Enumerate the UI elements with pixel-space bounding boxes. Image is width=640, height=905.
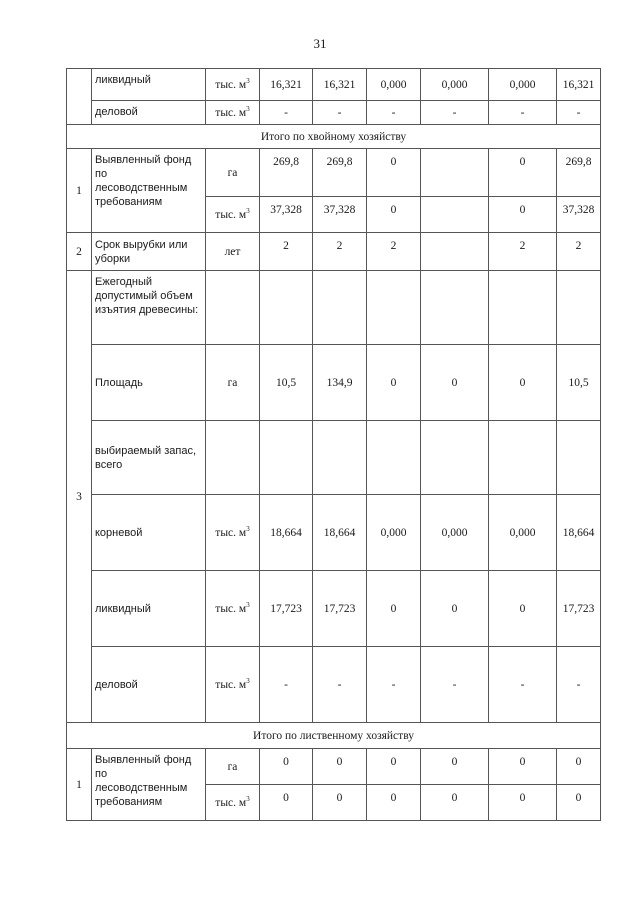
section-title: Итого по хвойному хозяйству bbox=[67, 125, 601, 149]
value-cell: - bbox=[421, 101, 489, 125]
indicator-name: деловой bbox=[92, 647, 206, 723]
indicator-name: выбираемый запас, всего bbox=[92, 421, 206, 495]
section-title: Итого по лиственному хозяйству bbox=[67, 723, 601, 749]
unit-text: тыс. м bbox=[215, 678, 247, 691]
table-row bbox=[67, 495, 601, 571]
value-cell: 0 bbox=[489, 571, 557, 647]
value-cell bbox=[367, 271, 421, 345]
value-cell: 37,328 bbox=[313, 197, 367, 233]
value-cell: 0 bbox=[421, 749, 489, 785]
table-row bbox=[67, 101, 601, 125]
unit-text: тыс. м bbox=[215, 106, 247, 119]
value-cell: 0 bbox=[367, 785, 421, 821]
item-number: 3 bbox=[67, 271, 92, 723]
value-cell: - bbox=[313, 101, 367, 125]
unit-cell bbox=[206, 495, 260, 571]
indicator-name: Срок вырубки или уборки bbox=[92, 233, 206, 271]
unit-text: га bbox=[227, 760, 238, 773]
indicator-name: Площадь bbox=[92, 345, 206, 421]
value-cell bbox=[557, 421, 601, 495]
value-cell: 2 bbox=[313, 233, 367, 271]
value-cell: 37,328 bbox=[260, 197, 313, 233]
unit-cell bbox=[206, 785, 260, 821]
value-cell bbox=[489, 421, 557, 495]
item-number: 2 bbox=[67, 233, 92, 271]
value-cell: 269,8 bbox=[260, 149, 313, 197]
value-cell: 0 bbox=[489, 149, 557, 197]
value-cell: 0 bbox=[421, 345, 489, 421]
unit-cell bbox=[206, 101, 260, 125]
unit-superscript: 3 bbox=[246, 794, 250, 803]
unit-cell bbox=[206, 271, 260, 345]
value-cell bbox=[421, 421, 489, 495]
value-cell: 0 bbox=[260, 785, 313, 821]
value-cell: 0 bbox=[557, 785, 601, 821]
table-row bbox=[67, 421, 601, 495]
value-cell: 0 bbox=[367, 749, 421, 785]
value-cell bbox=[421, 197, 489, 233]
value-cell: 18,664 bbox=[557, 495, 601, 571]
value-cell: 0 bbox=[313, 785, 367, 821]
value-cell: - bbox=[313, 647, 367, 723]
item-number: 1 bbox=[67, 149, 92, 233]
value-cell bbox=[313, 421, 367, 495]
table-row bbox=[67, 345, 601, 421]
value-cell: 0,000 bbox=[367, 495, 421, 571]
unit-superscript: 3 bbox=[246, 600, 250, 609]
value-cell: 17,723 bbox=[260, 571, 313, 647]
value-cell bbox=[421, 233, 489, 271]
value-cell: 37,328 bbox=[557, 197, 601, 233]
value-cell: 0,000 bbox=[489, 495, 557, 571]
value-cell: 10,5 bbox=[260, 345, 313, 421]
value-cell: - bbox=[421, 647, 489, 723]
value-cell bbox=[260, 421, 313, 495]
value-cell: 269,8 bbox=[557, 149, 601, 197]
unit-text: тыс. м bbox=[215, 208, 247, 221]
unit-cell bbox=[206, 749, 260, 785]
value-cell: 0 bbox=[421, 785, 489, 821]
value-cell: 10,5 bbox=[557, 345, 601, 421]
indicator-name: корневой bbox=[92, 495, 206, 571]
value-cell bbox=[557, 271, 601, 345]
unit-superscript: 3 bbox=[246, 104, 250, 113]
value-cell bbox=[313, 271, 367, 345]
table-row bbox=[67, 271, 601, 345]
value-cell bbox=[260, 271, 313, 345]
unit-text: га bbox=[227, 376, 238, 389]
value-cell: 0 bbox=[557, 749, 601, 785]
indicator-name: ликвидный bbox=[92, 69, 206, 101]
indicator-name: деловой bbox=[92, 101, 206, 125]
page-number: 31 bbox=[313, 36, 327, 51]
unit-superscript: 3 bbox=[246, 524, 250, 533]
value-cell: - bbox=[557, 647, 601, 723]
value-cell: 16,321 bbox=[557, 69, 601, 101]
value-cell: - bbox=[260, 101, 313, 125]
value-cell: 0,000 bbox=[421, 495, 489, 571]
unit-cell bbox=[206, 197, 260, 233]
section-row bbox=[67, 723, 601, 749]
table-row bbox=[67, 233, 601, 271]
value-cell: 16,321 bbox=[313, 69, 367, 101]
value-cell: - bbox=[489, 647, 557, 723]
indicator-name: ликвидный bbox=[92, 571, 206, 647]
unit-cell bbox=[206, 421, 260, 495]
unit-text: тыс. м bbox=[215, 796, 247, 809]
value-cell: - bbox=[557, 101, 601, 125]
value-cell: 0 bbox=[489, 785, 557, 821]
unit-superscript: 3 bbox=[246, 676, 250, 685]
indicator-name: Выявленный фонд по лесоводственным требованиям bbox=[92, 149, 206, 233]
value-cell: 0 bbox=[367, 571, 421, 647]
value-cell: - bbox=[260, 647, 313, 723]
value-cell: - bbox=[367, 101, 421, 125]
value-cell: 0,000 bbox=[367, 69, 421, 101]
unit-cell bbox=[206, 149, 260, 197]
value-cell: 0 bbox=[489, 749, 557, 785]
value-cell: 0 bbox=[489, 345, 557, 421]
value-cell: 0 bbox=[313, 749, 367, 785]
value-cell: 0 bbox=[367, 345, 421, 421]
value-cell: - bbox=[489, 101, 557, 125]
unit-cell bbox=[206, 233, 260, 271]
value-cell: 2 bbox=[489, 233, 557, 271]
value-cell: 0 bbox=[421, 571, 489, 647]
value-cell: 16,321 bbox=[260, 69, 313, 101]
value-cell: 134,9 bbox=[313, 345, 367, 421]
table-row bbox=[67, 647, 601, 723]
unit-cell bbox=[206, 647, 260, 723]
table-row bbox=[67, 571, 601, 647]
indicator-name: Ежегодный допустимый объем изъятия древесины: bbox=[92, 271, 206, 345]
value-cell: 17,723 bbox=[557, 571, 601, 647]
table-row bbox=[67, 749, 601, 785]
item-number: 1 bbox=[67, 749, 92, 821]
value-cell: 18,664 bbox=[313, 495, 367, 571]
table-row bbox=[67, 69, 601, 101]
forest-use-table bbox=[66, 68, 601, 821]
unit-text: тыс. м bbox=[215, 526, 247, 539]
value-cell: 0,000 bbox=[489, 69, 557, 101]
value-cell: - bbox=[367, 647, 421, 723]
unit-cell bbox=[206, 69, 260, 101]
unit-superscript: 3 bbox=[246, 206, 250, 215]
unit-text: тыс. м bbox=[215, 602, 247, 615]
value-cell: 0,000 bbox=[421, 69, 489, 101]
value-cell: 0 bbox=[260, 749, 313, 785]
unit-cell bbox=[206, 571, 260, 647]
unit-text: лет bbox=[224, 245, 241, 258]
section-row bbox=[67, 125, 601, 149]
value-cell bbox=[367, 421, 421, 495]
item-number bbox=[67, 69, 92, 125]
indicator-name: Выявленный фонд по лесоводственным требованиям bbox=[92, 749, 206, 821]
unit-text: га bbox=[227, 166, 238, 179]
value-cell: 2 bbox=[557, 233, 601, 271]
unit-cell bbox=[206, 345, 260, 421]
unit-text: тыс. м bbox=[215, 78, 247, 91]
value-cell: 18,664 bbox=[260, 495, 313, 571]
value-cell: 2 bbox=[260, 233, 313, 271]
value-cell: 0 bbox=[367, 197, 421, 233]
value-cell: 17,723 bbox=[313, 571, 367, 647]
value-cell bbox=[421, 149, 489, 197]
value-cell: 2 bbox=[367, 233, 421, 271]
unit-superscript: 3 bbox=[246, 76, 250, 85]
table-row bbox=[67, 149, 601, 197]
value-cell: 269,8 bbox=[313, 149, 367, 197]
value-cell bbox=[421, 271, 489, 345]
value-cell: 0 bbox=[489, 197, 557, 233]
value-cell bbox=[489, 271, 557, 345]
value-cell: 0 bbox=[367, 149, 421, 197]
